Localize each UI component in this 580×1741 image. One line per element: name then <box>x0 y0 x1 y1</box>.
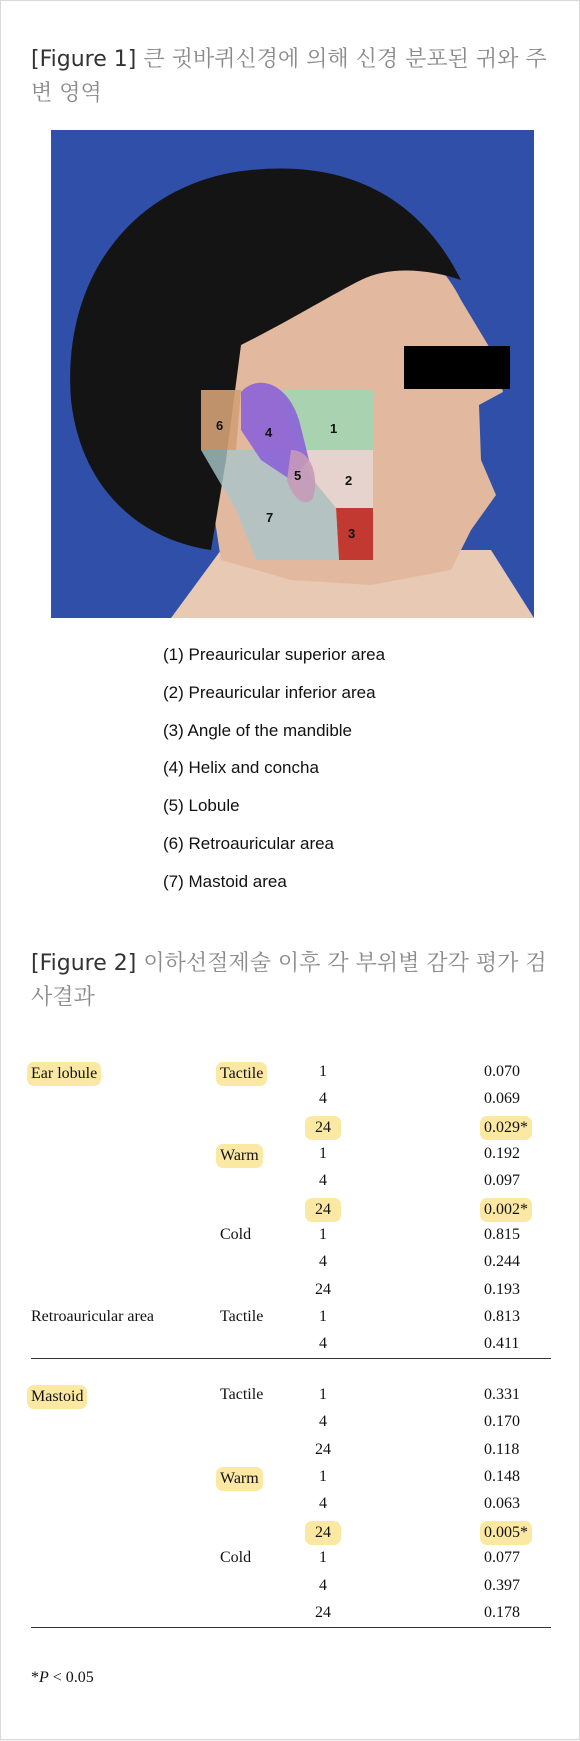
table-rule <box>31 1627 551 1628</box>
row-7-p: 0.815 <box>484 1226 520 1244</box>
row-18-time: 1 <box>319 1549 327 1567</box>
legend-item-7: (7) Mastoid area <box>163 871 287 891</box>
row-3-time: 24 <box>305 1116 341 1140</box>
legend-item-6: (6) Retroauricular area <box>163 833 335 853</box>
footnote-star: * <box>31 1669 39 1686</box>
row-15-modality: Warm <box>216 1467 263 1491</box>
row-16-time: 4 <box>319 1495 327 1512</box>
row-1-p: 0.070 <box>484 1063 520 1080</box>
row-8-p: 0.244 <box>484 1253 520 1271</box>
footnote-p: P <box>39 1669 49 1686</box>
row-18-modality: Cold <box>220 1549 252 1567</box>
row-5-time: 4 <box>319 1171 327 1189</box>
row-7-time: 1 <box>319 1226 327 1244</box>
region-3-label: 3 <box>348 526 356 541</box>
region-5-label: 5 <box>294 468 302 483</box>
region-4-label: 4 <box>265 425 273 440</box>
row-3-p: 0.029* <box>480 1116 532 1140</box>
row-4-time: 1 <box>319 1144 327 1162</box>
row-11-time: 4 <box>319 1335 327 1352</box>
legend-item-4: (4) Helix and concha <box>163 758 319 778</box>
row-14-time: 24 <box>315 1440 331 1458</box>
row-13-time: 4 <box>319 1413 327 1431</box>
region-2-label: 2 <box>345 473 353 488</box>
figure1-tag: [Figure 1] <box>31 47 137 72</box>
row-20-time: 24 <box>315 1603 331 1621</box>
row-1-time: 1 <box>319 1063 327 1080</box>
legend-item-1: (1) Preauricular superior area <box>163 645 386 664</box>
row-15-p: 0.148 <box>484 1467 520 1485</box>
row-15-time: 1 <box>319 1467 327 1485</box>
row-11-p: 0.411 <box>484 1335 520 1352</box>
row-13-p: 0.170 <box>484 1413 520 1431</box>
row-1-modality: Tactile <box>216 1062 267 1086</box>
region-7-label: 7 <box>266 510 274 525</box>
row-8-time: 4 <box>319 1253 327 1271</box>
figure2-caption: 이하선절제술 이후 각 부위별 감각 평가 검사결과 <box>31 951 547 1010</box>
legend-item-3: (3) Angle of the mandible <box>163 720 353 740</box>
row-16-p: 0.063 <box>484 1495 520 1512</box>
table-rule <box>31 1358 551 1359</box>
row-10-region: Retroauricular area <box>31 1307 155 1325</box>
row-2-time: 4 <box>319 1090 327 1108</box>
legend-item-2: (2) Preauricular inferior area <box>163 682 376 702</box>
figure1-caption: 큰 귓바퀴신경에 의해 신경 분포된 귀와 주변 영역 <box>31 47 547 106</box>
legend-item-5: (5) Lobule <box>163 796 240 816</box>
row-10-modality: Tactile <box>220 1307 264 1325</box>
figure2-tag: [Figure 2] <box>31 951 137 976</box>
row-12-p: 0.331 <box>484 1386 520 1404</box>
row-18-p: 0.077 <box>484 1549 520 1567</box>
region-1-label: 1 <box>330 421 338 436</box>
row-20-p: 0.178 <box>484 1603 520 1621</box>
row-17-time: 24 <box>305 1521 341 1545</box>
row-1-region: Ear lobule <box>27 1062 101 1086</box>
row-17-p: 0.005* <box>480 1521 532 1545</box>
row-10-time: 1 <box>319 1307 327 1325</box>
row-7-modality: Cold <box>220 1226 252 1244</box>
row-4-modality: Warm <box>216 1144 263 1168</box>
row-14-p: 0.118 <box>484 1440 520 1458</box>
row-12-region: Mastoid <box>27 1385 87 1409</box>
row-9-p: 0.193 <box>484 1280 520 1298</box>
row-5-p: 0.097 <box>484 1171 520 1189</box>
row-6-time: 24 <box>305 1198 341 1222</box>
row-6-p: 0.002* <box>480 1198 532 1222</box>
row-4-p: 0.192 <box>484 1144 520 1162</box>
table-footnote <box>31 1669 94 1687</box>
row-2-p: 0.069 <box>484 1090 520 1108</box>
footnote-threshold: < 0.05 <box>48 1669 94 1686</box>
row-9-time: 24 <box>315 1280 331 1298</box>
row-19-time: 4 <box>319 1576 327 1594</box>
row-19-p: 0.397 <box>484 1576 520 1594</box>
row-12-time: 1 <box>319 1386 327 1404</box>
results-table <box>1 1 580 1741</box>
row-12-modality: Tactile <box>220 1386 264 1404</box>
row-10-p: 0.813 <box>484 1307 520 1325</box>
region-6-label: 6 <box>216 418 224 433</box>
